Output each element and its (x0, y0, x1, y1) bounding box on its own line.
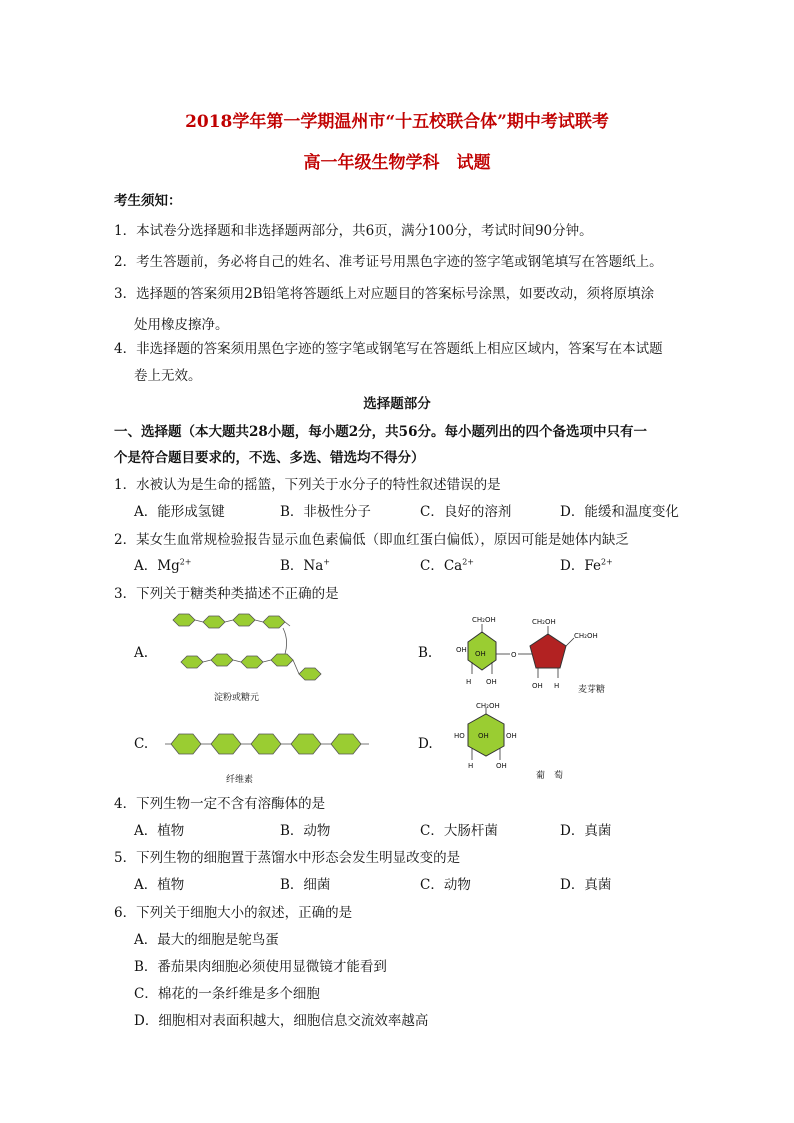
q3-option-b: B. (418, 645, 433, 661)
q4-option-b: B．动物 (280, 823, 331, 839)
q6-option-c: C．棉花的一条纤维是多个细胞 (134, 986, 320, 1002)
glucose-unit (331, 734, 361, 754)
q6-option-a: A．最大的细胞是鸵鸟蛋 (134, 932, 279, 948)
caption-maltose: 麦芽糖 (578, 685, 606, 695)
glucose-unit (233, 614, 255, 626)
q2-option-b: B．Na+ (280, 557, 330, 574)
section-instruction-2: 个是符合题目要求的，不选、多选、错选均不得分） (114, 450, 425, 466)
exam-title: 2018学年第一学期温州市“十五校联合体”期中考试联考 (185, 112, 609, 132)
label-oh: OH (475, 650, 486, 658)
glucose-unit (299, 668, 321, 680)
glucose-unit (251, 734, 281, 754)
glucose-unit (211, 734, 241, 754)
glucose-unit (173, 614, 195, 626)
q5-option-b: B．细菌 (280, 877, 331, 893)
glucose-unit (211, 654, 233, 666)
label-oh: OH (506, 732, 517, 740)
q3-option-c: C. (134, 736, 149, 752)
q1-option-d: D．能缓和温度变化 (560, 504, 679, 520)
q6-option-d: D．细胞相对表面积越大，细胞信息交流效率越高 (134, 1013, 429, 1029)
section-title: 选择题部分 (363, 396, 431, 412)
label-h: H (468, 762, 474, 770)
starch-glycogen-diagram (165, 610, 335, 690)
glucose-unit (263, 616, 285, 628)
q5-option-c: C．动物 (420, 877, 471, 893)
notice-item-2: 2．考生答题前，务必将自己的姓名、准考证号用黑色字迹的签字笔或钢笔填写在答题纸上。 (114, 254, 663, 270)
q4-option-c: C．大肠杆菌 (420, 823, 498, 839)
notice-item-3: 3．选择题的答案须用2B铅笔将答题纸上对应题目的答案标号涂黑，如要改动，须将原填涂 (114, 286, 655, 302)
caption-starch: 淀粉或糖元 (214, 693, 260, 703)
q4-option-d: D．真菌 (560, 823, 612, 839)
q1-option-b: B．非极性分子 (280, 504, 371, 520)
q3-option-d: D. (418, 736, 433, 752)
q2-option-d: D．$Fe^{2+}$ (560, 557, 613, 574)
q4-option-a: A．植物 (134, 823, 185, 839)
exam-subtitle: 高一年级生物学科 试题 (303, 153, 491, 173)
cellulose-diagram (165, 720, 370, 768)
label-h: H (466, 678, 472, 686)
question-2-stem: 2．某女生血常规检验报告显示血色素偏低（即血红蛋白偏低），原因可能是她体内缺乏 (114, 532, 629, 548)
question-6-stem: 6．下列关于细胞大小的叙述，正确的是 (114, 905, 353, 921)
question-5-stem: 5．下列生物的细胞置于蒸馏水中形态会发生明显改变的是 (114, 850, 461, 866)
question-4-stem: 4．下列生物一定不含有溶酶体的是 (114, 796, 326, 812)
q6-option-b: B．番茄果肉细胞必须使用显微镜才能看到 (134, 959, 387, 975)
notice-item-1: 1．本试卷分选择题和非选择题两部分，共6页，满分100分，考试时间90分钟。 (114, 223, 593, 239)
label-oh: OH (486, 678, 497, 686)
question-3-stem: 3．下列关于糖类种类描述不正确的是 (114, 586, 339, 602)
label-ch2oh: CH₂OH (472, 616, 496, 624)
glucose-diagram (452, 702, 522, 772)
label-ch2oh: CH₂OH (532, 618, 556, 626)
notice-item-4: 4．非选择题的答案须用黑色字迹的签字笔或钢笔写在答题纸上相应区域内，答案写在本试题 (114, 341, 663, 357)
notice-heading: 考生须知： (114, 193, 182, 209)
q5-option-d: D．真菌 (560, 877, 612, 893)
glucose-unit (241, 656, 263, 668)
q5-option-a: A．植物 (134, 877, 185, 893)
caption-cellulose: 纤维素 (226, 775, 254, 785)
glucose-unit (271, 654, 293, 666)
glucose-unit (291, 734, 321, 754)
glucose-unit (181, 656, 203, 668)
q2-option-a: A．$Mg^{2+}$ (134, 557, 192, 574)
label-h: H (554, 682, 560, 690)
notice-item-4-cont: 卷上无效。 (134, 368, 202, 384)
label-oh: OH (478, 732, 489, 740)
label-o: O (511, 651, 517, 659)
label-ch2oh: CH₂OH (476, 702, 500, 710)
q1-option-c: C．良好的溶剂 (420, 504, 512, 520)
glucose-unit (203, 616, 225, 628)
label-ho: HO (454, 732, 465, 740)
label-oh: OH (532, 682, 543, 690)
fructose-ring-icon (530, 634, 566, 668)
section-instruction-1: 一、选择题（本大题共28小题，每小题2分，共56分。每小题列出的四个备选项中只有一 (114, 424, 647, 440)
label-oh: OH (456, 646, 467, 654)
q2-option-c: C．$Ca^{2+}$ (420, 557, 475, 574)
notice-item-3-cont: 处用橡皮擦净。 (134, 317, 229, 333)
label-ch2oh: CH₂OH (574, 632, 598, 640)
caption-glucose: 葡 萄 (536, 771, 564, 781)
question-1-stem: 1．水被认为是生命的摇篮，下列关于水分子的特性叙述错误的是 (114, 477, 501, 493)
disaccharide-diagram (448, 612, 618, 692)
q1-option-a: A．能形成氢键 (134, 504, 225, 520)
q3-option-a: A. (134, 645, 149, 661)
label-oh: OH (496, 762, 507, 770)
glucose-unit (171, 734, 201, 754)
